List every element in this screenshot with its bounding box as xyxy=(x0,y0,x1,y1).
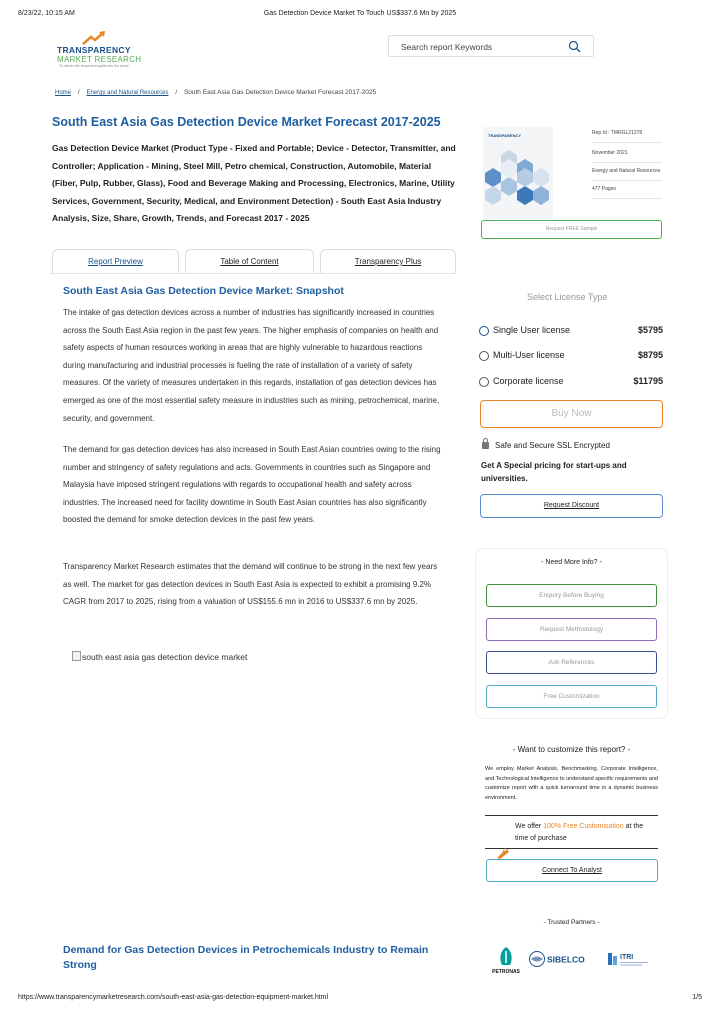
article-heading-2: Demand for Gas Detection Devices in Petrochemicals Industry to Remain Strong xyxy=(63,944,429,971)
ssl-text: Safe and Secure SSL Encrypted xyxy=(495,441,610,450)
license-option-single[interactable] xyxy=(479,325,663,339)
tmr-logo[interactable] xyxy=(57,30,142,72)
enquiry-before-buying-button[interactable]: Enquiry Before Buying xyxy=(486,584,657,607)
report-category: Energy and Natural Resources xyxy=(592,168,661,174)
breadcrumb xyxy=(55,89,376,96)
trusted-partners-title: - Trusted Partners - xyxy=(543,919,600,926)
divider xyxy=(592,162,662,163)
partner-name: PETRONAS xyxy=(492,969,520,975)
tab-underline xyxy=(50,273,456,274)
divider xyxy=(485,815,658,816)
print-header xyxy=(18,10,702,20)
divider xyxy=(592,142,662,143)
license-name: Multi-User license xyxy=(493,350,565,360)
license-option-multi[interactable] xyxy=(479,350,663,364)
offer-suffix: at the time of purchase xyxy=(515,823,644,842)
sibelco-logo xyxy=(528,950,592,973)
breadcrumb-separator: / xyxy=(175,89,178,96)
radio-button[interactable] xyxy=(479,377,489,387)
request-discount-button[interactable] xyxy=(480,494,663,518)
market-chart-image xyxy=(72,651,247,662)
report-id: Rep Id : TMRGL21278 xyxy=(592,130,643,136)
customize-title: - Want to customize this report? - xyxy=(512,745,631,754)
report-subtitle: Gas Detection Device Market (Product Type - Fixed and Portable; Device - Detector, Transmitter, and Controller; Application - Mining, Steel Mill, Petro chemical, Construction, Automobile, Material (Fiber, Pulp, Rubber, Glass), Food and Beverage Making and Processing, Electronics, Marine, Utility Services, Government, Security, Medical, and Environment Detection) - South East Asia Industry Analysis, Size, Share, Growth, Trends, and Forecast 2017 - 2025 xyxy=(52,143,456,224)
buy-now-button[interactable]: Buy Now xyxy=(480,400,663,428)
radio-button[interactable] xyxy=(479,351,489,361)
offer-highlight: 100% Free Customisation xyxy=(543,823,624,830)
need-more-info-title: - Need More Info? - xyxy=(541,559,602,566)
logo-arrow-icon xyxy=(81,30,109,46)
sibelco-icon xyxy=(528,950,592,968)
search-icon[interactable] xyxy=(568,40,581,53)
article-heading: South East Asia Gas Detection Device Market: Snapshot xyxy=(63,285,344,297)
radio-button[interactable] xyxy=(479,326,489,336)
breadcrumb-current: South East Asia Gas Detection Device Market Forecast 2017-2025 xyxy=(183,89,377,96)
petronas-logo xyxy=(491,945,521,980)
tab-report-preview[interactable] xyxy=(52,249,179,274)
page-title: South East Asia Gas Detection Device Market Forecast 2017-2025 xyxy=(52,115,441,129)
petronas-icon xyxy=(491,945,521,975)
request-methodology-button[interactable]: Request Methodology xyxy=(486,618,657,641)
tab-transparency-plus[interactable] xyxy=(320,249,456,274)
license-title: Select License Type xyxy=(527,292,608,302)
button-label: Connect To Analyst xyxy=(542,867,602,874)
itri-logo xyxy=(606,949,652,974)
search-input[interactable]: Search report Keywords xyxy=(401,42,493,52)
customize-description: We employ Market Analysis, Benchmarking, Corporate Intelligence, and Technological Intelligence to understand specific requirements and customize report with a quick turnaround time in a dynamic business environment. xyxy=(485,766,658,801)
report-pages: 477 Pages xyxy=(592,186,616,192)
hexagon-pattern-icon xyxy=(483,127,553,219)
ask-references-button[interactable]: Ask References xyxy=(486,651,657,674)
search-bar[interactable] xyxy=(388,35,594,57)
offer-prefix: We offer xyxy=(515,823,544,830)
connect-to-analyst-button[interactable] xyxy=(486,859,658,882)
tab-label: Transparency Plus xyxy=(354,257,422,266)
button-label: Request Discount xyxy=(543,502,600,509)
report-date: November 2021 xyxy=(592,150,628,156)
cover-logo-text: TRANSPARENCY xyxy=(488,133,522,138)
partner-name: ITRI xyxy=(620,954,634,961)
logo-tagline: To deliver the simplest insights into the future xyxy=(59,64,129,68)
article-paragraph: Transparency Market Research estimates that the demand will continue to be strong in the next few years as well. The market for gas detection devices in South East Asia is expected to exhibit a promising 9.2% CAGR from 2017 to 2025, rising from a valuation of US$155.6 mn in 2016 to US$337.6 mn by 2025. xyxy=(63,562,438,607)
special-pricing-text: Get A Special pricing for start-ups and universities. xyxy=(481,461,627,483)
logo-line1: TRANSPARENCY xyxy=(57,45,131,55)
itri-icon xyxy=(606,949,652,969)
partner-name: SIBELCO xyxy=(547,954,585,965)
article-paragraph: The intake of gas detection devices across a number of industries has significantly increased in countries across the South East Asia region in the past few years. The higher emphasis of companies on health and safety aspects of human resources working in areas that are highly vulnerable to hazardous reactions during manufacturing and industrial processes is fueling the rate of installation of a variety of safety measures. Of the variety of measures undertaken in this regards, installation of gas detection devices has emerged as one of the most essential safety measure in industries such as mining, petrochemical, marine, security, and government. xyxy=(63,308,440,423)
free-customization-button[interactable]: Free Customization xyxy=(486,685,657,708)
license-name: Corporate license xyxy=(493,376,564,386)
print-doc-title: Gas Detection Device Market To Touch US$337.6 Mn by 2025 xyxy=(263,10,457,17)
lock-icon xyxy=(482,442,489,449)
report-cover-image xyxy=(483,127,553,219)
divider xyxy=(592,198,662,199)
tab-label: Report Preview xyxy=(88,257,143,266)
request-sample-button[interactable]: Request FREE Sample xyxy=(481,220,662,239)
license-price: $5795 xyxy=(637,325,663,335)
tab-label: Table of Content xyxy=(220,257,279,266)
print-url: https://www.transparencymarketresearch.com/south-east-asia-gas-detection-equipment-market.html xyxy=(18,994,329,1001)
license-price: $11795 xyxy=(633,376,663,386)
license-name: Single User license xyxy=(493,325,571,335)
tab-table-of-content[interactable] xyxy=(185,249,314,274)
license-price: $8795 xyxy=(637,350,663,360)
free-customisation-offer xyxy=(515,821,655,845)
print-page-number: 1/5 xyxy=(692,994,702,1001)
breadcrumb-separator: / xyxy=(77,89,80,96)
hand-pointer-icon xyxy=(495,846,511,860)
divider xyxy=(592,180,662,181)
logo-line2: MARKET RESEARCH xyxy=(57,55,142,64)
ssl-notice xyxy=(482,441,610,450)
breadcrumb-category[interactable]: Energy and Natural Resources xyxy=(86,90,169,96)
breadcrumb-home[interactable]: Home xyxy=(55,90,72,96)
image-alt-text: south east asia gas detection device market xyxy=(82,652,248,662)
broken-image-icon xyxy=(72,651,81,661)
print-datetime: 8/23/22, 10:15 AM xyxy=(18,10,75,17)
article-paragraph: The demand for gas detection devices has also increased in South East Asian countries owing to the rising number and stringency of safety regulations and acts. Governments in countries such as Singapore and Malaysia have imposed stringent regulations with regards to occupational health and safety across industries. The increased need for facility downtime in South East Asian countries has also significantly boosted the demand for smoke detection devices in the past few years. xyxy=(63,445,441,525)
print-footer xyxy=(18,994,702,1004)
license-option-corporate[interactable] xyxy=(479,376,663,390)
